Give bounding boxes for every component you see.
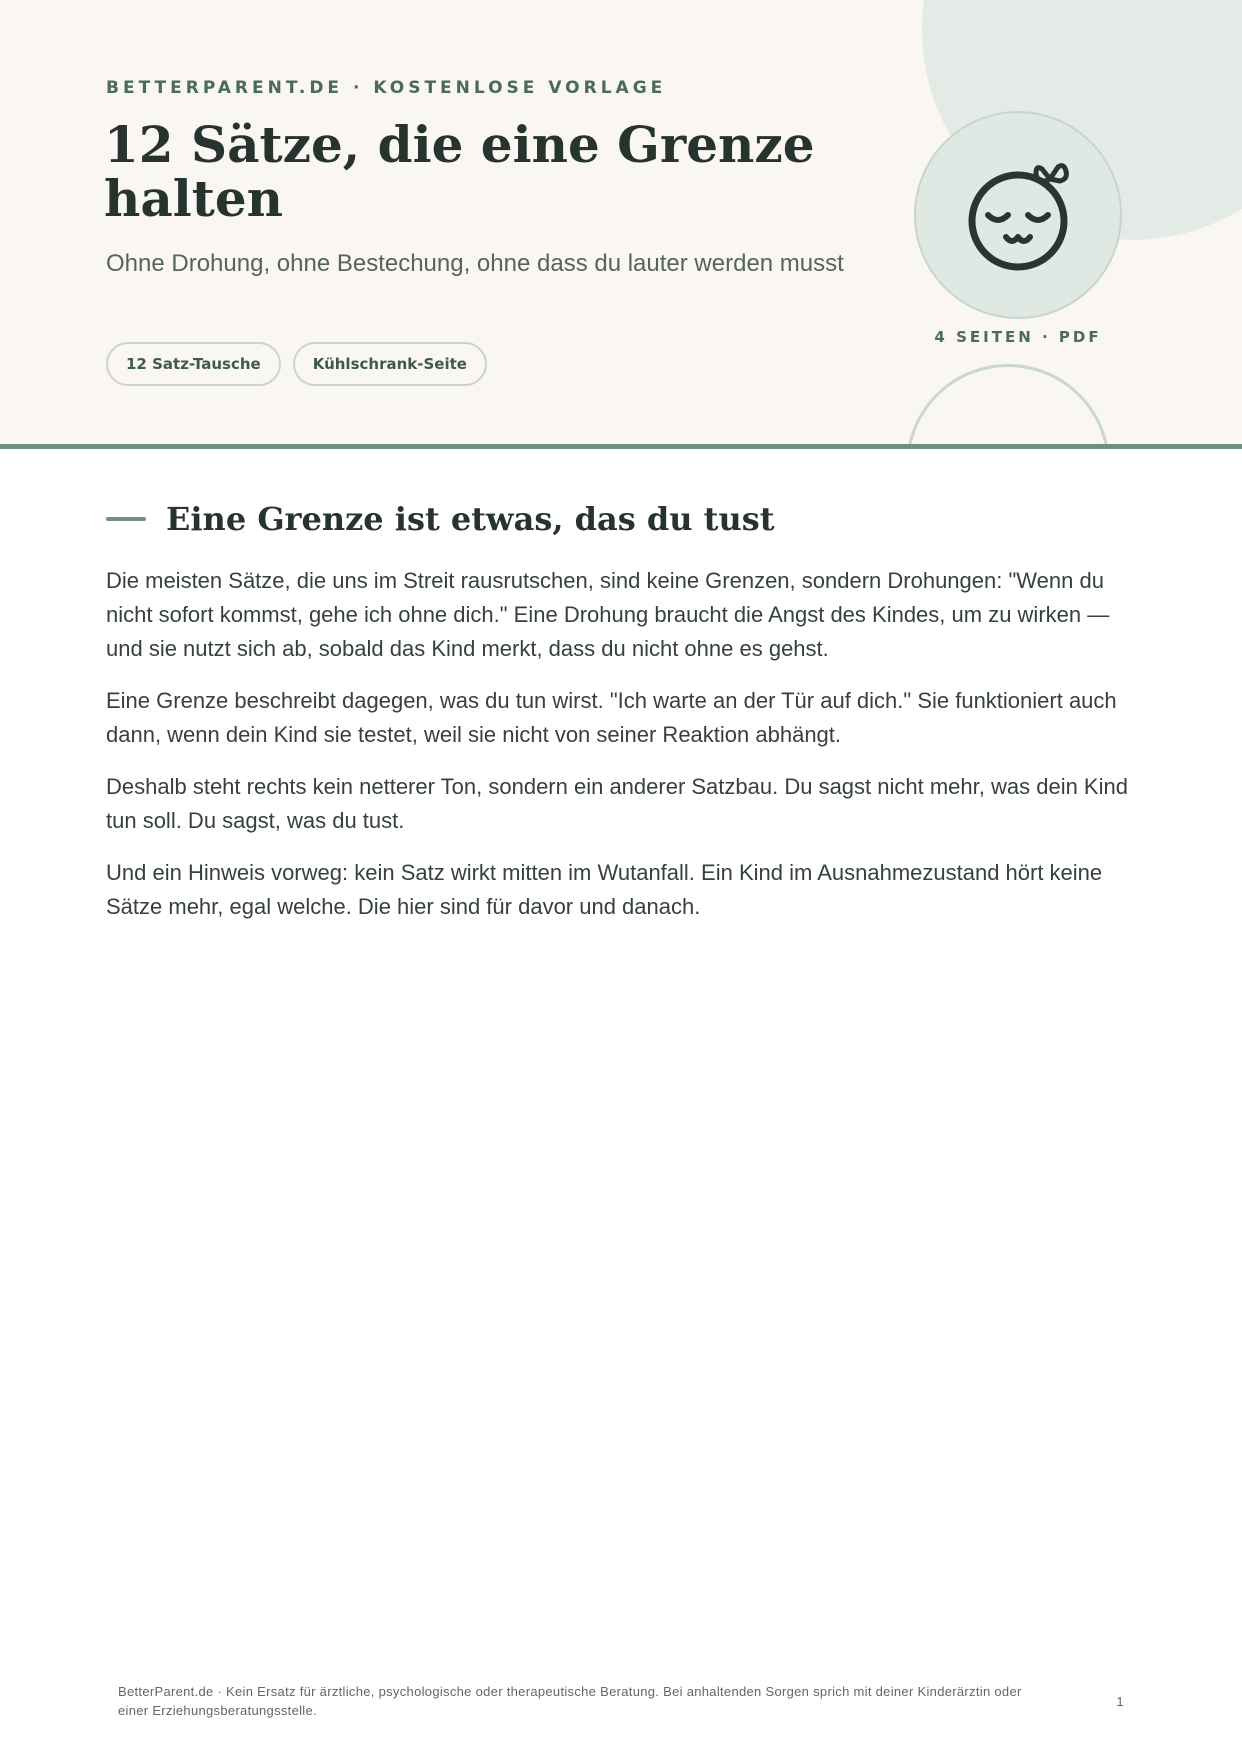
chip-kuehlschrank-seite: Kühlschrank-Seite — [293, 342, 487, 386]
document-header — [0, 0, 1242, 446]
section-heading — [106, 500, 775, 538]
chip-satz-tausche: 12 Satz-Tausche — [106, 342, 281, 386]
header-divider — [0, 444, 1242, 449]
section-body — [106, 564, 1136, 942]
footer-disclaimer: BetterParent.de · Kein Ersatz für ärztliche, psychologische oder therapeutische Beratung. Bei anhaltenden Sorgen sprich mit deiner Kinderärztin oder einer Erziehungsberatungsstelle. — [118, 1684, 1022, 1718]
heading-dash — [106, 517, 146, 521]
paragraph: Und ein Hinweis vorweg: kein Satz wirkt mitten im Wutanfall. Ein Kind im Ausnahmezustand hört keine Sätze mehr, egal welche. Die hier sind für davor und danach. — [106, 860, 1103, 919]
page-number: 1 — [1116, 1694, 1124, 1709]
badge-caption: 4 SEITEN · PDF — [934, 328, 1102, 346]
calm-face-icon — [960, 157, 1080, 277]
document-subtitle: Ohne Drohung, ohne Bestechung, ohne dass du lauter werden musst — [106, 250, 844, 277]
paragraph: Deshalb steht rechts kein netterer Ton, sondern ein anderer Satzbau. Du sagst nicht mehr, was dein Kind tun soll. Du sagst, was du tust. — [106, 774, 1128, 833]
paragraph: Die meisten Sätze, die uns im Streit rausrutschen, sind keine Grenzen, sondern Drohungen: "Wenn du nicht sofort kommst, gehe ich ohne dich." Eine Drohung braucht die Angst des Kindes, um zu wirken — und sie nutzt sich ab, sobald das Kind merkt, dass du nicht ohne es gehst. — [106, 568, 1110, 661]
feature-chips — [106, 342, 487, 386]
badge-circle — [914, 111, 1122, 319]
section-title: Eine Grenze ist etwas, das du tust — [166, 500, 775, 538]
eyebrow-label: BETTERPARENT.DE · KOSTENLOSE VORLAGE — [106, 78, 667, 98]
decorative-arc — [906, 364, 1110, 446]
document-title: 12 Sätze, die eine Grenze halten — [104, 115, 815, 228]
paragraph: Eine Grenze beschreibt dagegen, was du tun wirst. "Ich warte an der Tür auf dich." Sie funktioniert auch dann, wenn dein Kind sie testet, weil sie nicht von seiner Reaktion abhängt. — [106, 688, 1117, 747]
